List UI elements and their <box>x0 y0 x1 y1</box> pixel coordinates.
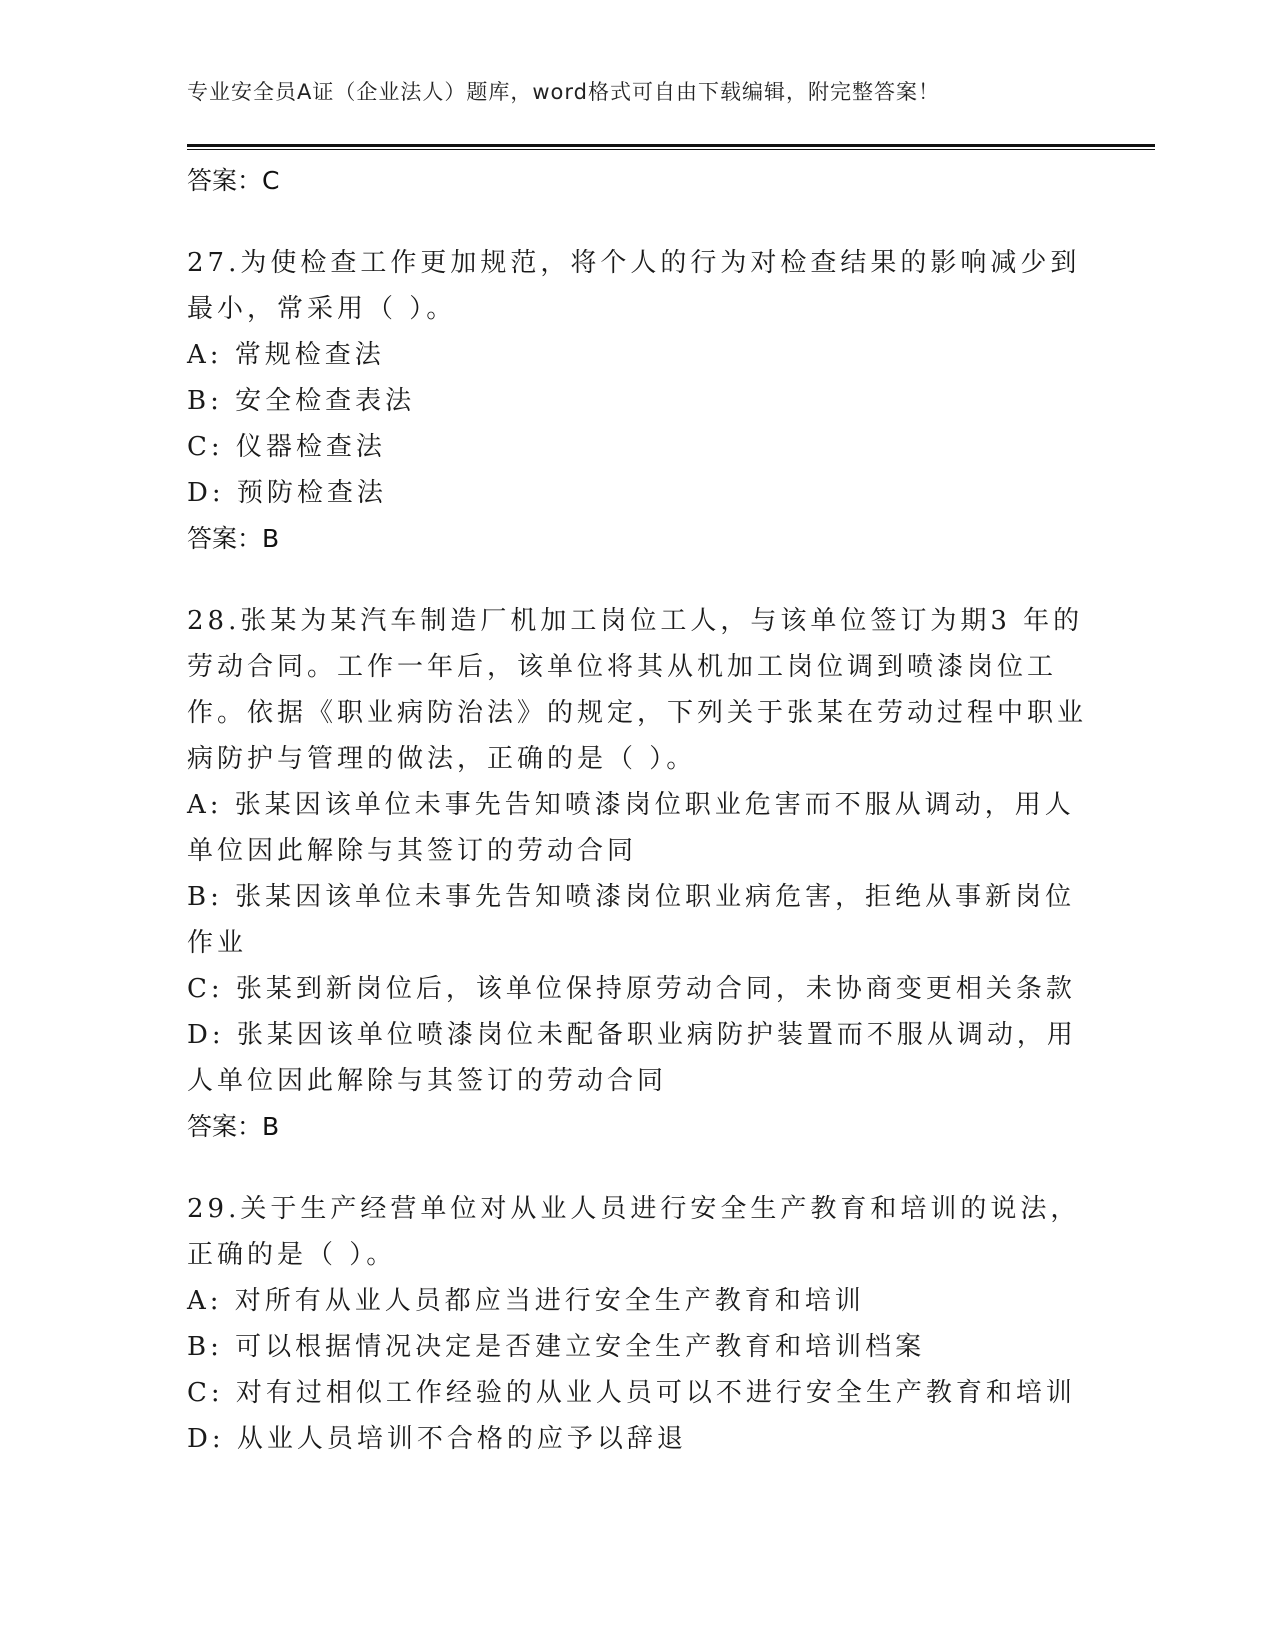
option-b: B: 可以根据情况决定是否建立安全生产教育和培训档案 <box>187 1332 926 1362</box>
option-d: D: 从业人员培训不合格的应予以辞退 <box>187 1424 687 1454</box>
option-b: B: 张某因该单位未事先告知喷漆岗位职业病危害，拒绝从事新岗位作业 <box>187 882 1076 958</box>
header-divider-thin <box>187 149 1155 150</box>
page-header: 专业安全员A证（企业法人）题库，word格式可自由下载编辑，附完整答案！ <box>187 80 940 104</box>
question-stem: 27.为使检查工作更加规范，将个人的行为对检查结果的影响减少到最小，常采用（ ）。 <box>187 248 1081 324</box>
question-29 <box>187 1186 1087 1462</box>
header-divider-thick <box>187 144 1155 147</box>
question-28 <box>187 598 1087 1150</box>
question-stem: 28.张某为某汽车制造厂机加工岗位工人，与该单位签订为期3 年的劳动合同。工作一年后，该单位将其从机加工岗位调到喷漆岗位工作。依据《职业病防治法》的规定，下列关于张某在劳动过程中职业病防护与管理的做法，正确的是（ ）。 <box>187 606 1088 774</box>
option-c: C: 对有过相似工作经验的从业人员可以不进行安全生产教育和培训 <box>187 1378 1076 1408</box>
option-d: D: 张某因该单位喷漆岗位未配备职业病防护装置而不服从调动，用人单位因此解除与其签订的劳动合同 <box>187 1020 1077 1096</box>
option-a: A: 张某因该单位未事先告知喷漆岗位职业危害而不服从调动，用人单位因此解除与其签订的劳动合同 <box>187 790 1075 866</box>
option-c: C: 仪器检查法 <box>187 432 386 462</box>
option-c: C: 张某到新岗位后，该单位保持原劳动合同，未协商变更相关条款 <box>187 974 1076 1004</box>
question-list <box>187 158 1087 1462</box>
question-27 <box>187 240 1087 562</box>
option-d: D: 预防检查法 <box>187 478 387 508</box>
option-a: A: 对所有从业人员都应当进行安全生产教育和培训 <box>187 1286 865 1316</box>
answer: 答案：B <box>187 524 280 553</box>
option-b: B: 安全检查表法 <box>187 386 416 416</box>
option-a: A: 常规检查法 <box>187 340 385 370</box>
previous-answer: 答案：C <box>187 166 280 195</box>
question-stem: 29.关于生产经营单位对从业人员进行安全生产教育和培训的说法，正确的是（ ）。 <box>187 1194 1081 1270</box>
answer: 答案：B <box>187 1112 280 1141</box>
